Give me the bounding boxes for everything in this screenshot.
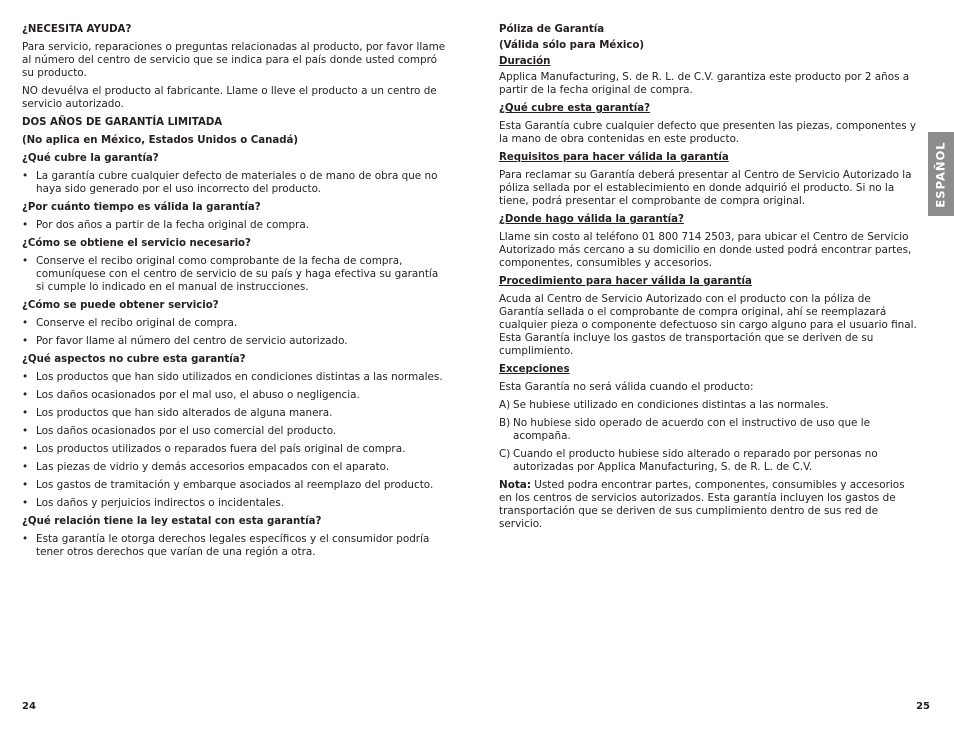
question-coverage: ¿Qué cubre la garantía?: [22, 153, 159, 164]
question-get-service: ¿Cómo se puede obtener servicio?: [22, 300, 219, 311]
exceptions-intro: Esta Garantía no será válida cuando el producto:: [499, 381, 754, 393]
list-item: • Los gastos de tramitación y embarque asociados al reemplazo del producto.: [22, 479, 446, 492]
list-item: • Los productos que han sido utilizados en condiciones distintas a las normales.: [22, 371, 446, 384]
duration-paragraph: Applica Manufacturing, S. de R. L. de C.V. garantiza este producto por 2 años a partir de la fecha original de compra.: [499, 71, 910, 96]
page-number-left: 24: [22, 701, 36, 712]
question-duration: ¿Por cuánto tiempo es válida la garantía?: [22, 202, 261, 213]
exception-text: Cuando el producto hubiese sido alterado o reparado por personas no autorizadas por Applica Manufacturing, S. de R. L. de C.V.: [513, 448, 878, 473]
policy-subtitle: (Válida sólo para México): [499, 40, 645, 51]
exception-item: [499, 399, 917, 412]
help-paragraph-1: Para servicio, reparaciones o preguntas relacionadas al producto, por favor llame al número del centro de servicio que se indica para el país donde usted compró su producto.: [22, 41, 446, 79]
warranty-subheading: (No aplica en México, Estados Unidos o Canadá): [22, 135, 299, 146]
list-item: • Los productos utilizados o reparados fuera del país original de compra.: [22, 443, 446, 456]
exception-item: [499, 448, 917, 474]
exception-label: B): [499, 417, 511, 429]
language-tab: [928, 132, 954, 216]
exception-text: Se hubiese utilizado en condiciones distintas a las normales.: [513, 399, 829, 411]
exception-item: [499, 417, 917, 443]
where-paragraph: Llame sin costo al teléfono 01 800 714 2503, para ubicar el Centro de Servicio Autorizado más cercano a su domicilio en donde usted podrá encontrar partes, componentes, consumibles y accesorios.: [499, 231, 912, 269]
question-obtain-service: ¿Cómo se obtiene el servicio necesario?: [22, 238, 251, 249]
language-tab-label: ESPAÑOL: [933, 140, 948, 208]
help-paragraph-2: NO devuélva el producto al fabricante. Llame o lleve el producto a un centro de servicio autorizado.: [22, 85, 437, 110]
policy-title: Póliza de Garantía: [499, 24, 605, 35]
list-item: • Por dos años a partir de la fecha original de compra.: [22, 219, 446, 232]
left-page-column: [22, 23, 446, 564]
note-paragraph: [499, 479, 917, 531]
list-item: • Por favor llame al número del centro de servicio autorizado.: [22, 335, 446, 348]
requirements-heading: Requisitos para hacer válida la garantía: [499, 152, 729, 163]
exception-label: A): [499, 399, 511, 411]
coverage-paragraph: Esta Garantía cubre cualquier defecto que presenten las piezas, componentes y la mano de obra contenidas en este producto.: [499, 120, 917, 145]
list-item: • Los daños y perjuicios indirectos o incidentales.: [22, 497, 446, 510]
note-text: Usted podra encontrar partes, componentes, consumibles y accesorios en los centros de servicios autorizados. Esta garantía incluyen los gastos de transportación que se deriven de sus cumplimiento dentro de sus red de servicio.: [499, 479, 905, 530]
procedure-paragraph: Acuda al Centro de Servicio Autorizado con el producto con la póliza de Garantía sellada o el comprobante de compra original, ahí se reemplazará cualquier pieza o componente defectuoso sin cargo alguno para el usuario final. Esta Garantía incluye los gastos de transportación que se deriven de su cumplimiento.: [499, 293, 917, 357]
list-item: • La garantía cubre cualquier defecto de materiales o de mano de obra que no haya sido generado por el uso incorrecto del producto.: [22, 170, 446, 196]
exception-label: C): [499, 448, 511, 460]
list-item: • Esta garantía le otorga derechos legales específicos y el consumidor podría tener otros derechos que varían de una región a otra.: [22, 533, 446, 559]
help-heading: ¿NECESITA AYUDA?: [22, 24, 132, 35]
list-item: • Las piezas de vidrio y demás accesorios empacados con el aparato.: [22, 461, 446, 474]
list-item: • Los productos que han sido alterados de alguna manera.: [22, 407, 446, 420]
warranty-heading: DOS AÑOS DE GARANTÍA LIMITADA: [22, 117, 223, 128]
exceptions-heading: Excepciones: [499, 364, 570, 375]
list-item: • Conserve el recibo original de compra.: [22, 317, 446, 330]
list-item: • Los daños ocasionados por el mal uso, el abuso o negligencia.: [22, 389, 446, 402]
exception-text: No hubiese sido operado de acuerdo con el instructivo de uso que le acompaña.: [513, 417, 871, 442]
page-number-right: 25: [916, 701, 930, 712]
right-page-column: [499, 23, 917, 536]
list-item: • Los daños ocasionados por el uso comercial del producto.: [22, 425, 446, 438]
where-heading: ¿Donde hago válida la garantía?: [499, 214, 684, 225]
duration-heading: Duración: [499, 56, 551, 67]
coverage-heading: ¿Qué cubre esta garantía?: [499, 103, 651, 114]
question-state-law: ¿Qué relación tiene la ley estatal con esta garantía?: [22, 516, 322, 527]
question-not-covered: ¿Qué aspectos no cubre esta garantía?: [22, 354, 246, 365]
procedure-heading: Procedimiento para hacer válida la garantía: [499, 276, 752, 287]
list-item: • Conserve el recibo original como comprobante de la fecha de compra, comuníquese con el centro de servicio de su país y haga efectiva su garantía si cumple lo indicado en el manual de instrucciones.: [22, 255, 446, 294]
requirements-paragraph: Para reclamar su Garantía deberá presentar al Centro de Servicio Autorizado la póliza sellada por el establecimiento en donde adquirió el producto. Si no la tiene, podrá presentar el comprobante de compra original.: [499, 169, 912, 207]
note-label: Nota:: [499, 479, 531, 491]
